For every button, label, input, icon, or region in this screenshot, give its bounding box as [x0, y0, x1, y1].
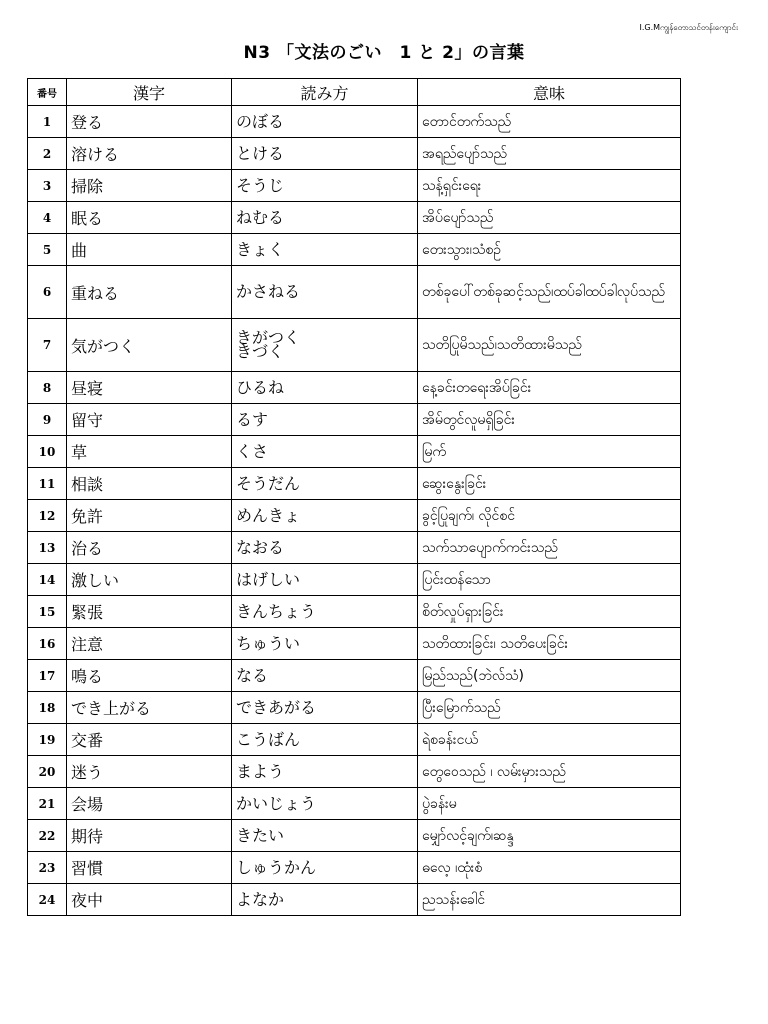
row-meaning: အရည်ပျော်သည်	[418, 138, 681, 170]
row-reading: とける	[232, 138, 418, 170]
row-kanji: 激しい	[67, 564, 232, 596]
table-row	[28, 138, 681, 170]
row-kanji: 習慣	[67, 852, 232, 884]
row-number: 11	[28, 468, 67, 500]
row-reading: できあがる	[232, 692, 418, 724]
row-reading: かいじょう	[232, 788, 418, 820]
row-number: 8	[28, 372, 67, 404]
table-row	[28, 660, 681, 692]
vocabulary-table	[27, 78, 681, 916]
row-meaning: တောင်တက်သည်	[418, 106, 681, 138]
row-number: 12	[28, 500, 67, 532]
row-reading: ちゅうい	[232, 628, 418, 660]
row-kanji: 迷う	[67, 756, 232, 788]
row-reading: めんきょ	[232, 500, 418, 532]
row-reading: るす	[232, 404, 418, 436]
row-kanji: 鳴る	[67, 660, 232, 692]
table-row	[28, 756, 681, 788]
row-kanji: 期待	[67, 820, 232, 852]
row-reading: よなか	[232, 884, 418, 916]
table-row	[28, 266, 681, 319]
row-kanji: 交番	[67, 724, 232, 756]
header-reading: 読み方	[232, 79, 418, 106]
table-row	[28, 564, 681, 596]
row-number: 19	[28, 724, 67, 756]
row-meaning: ဓလေ့ ၊ထုံးစံ	[418, 852, 681, 884]
table-row	[28, 596, 681, 628]
row-reading: きょく	[232, 234, 418, 266]
row-meaning: အိမ်တွင်လူမရှိခြင်း	[418, 404, 681, 436]
row-number: 7	[28, 319, 67, 372]
row-meaning: သန့်ရှင်းရေး	[418, 170, 681, 202]
row-reading: きんちょう	[232, 596, 418, 628]
row-kanji: 草	[67, 436, 232, 468]
row-meaning: ပြင်းထန်သော	[418, 564, 681, 596]
table-row	[28, 170, 681, 202]
row-reading: かさねる	[232, 266, 418, 319]
row-meaning: တစ်ခုပေါ်တစ်ခုဆင့်သည်၊ထပ်ခါထပ်ခါလုပ်သည်	[418, 266, 681, 319]
credit-line: I.G.Mကျွန်တောသင်တန်းကျောင်း	[639, 23, 738, 32]
row-reading: はげしい	[232, 564, 418, 596]
row-meaning: မြက်	[418, 436, 681, 468]
row-number: 21	[28, 788, 67, 820]
table-row	[28, 202, 681, 234]
row-number: 18	[28, 692, 67, 724]
row-meaning: ရဲစခန်းငယ်	[418, 724, 681, 756]
row-meaning: ညသန်းခေါင်	[418, 884, 681, 916]
row-kanji: 溶ける	[67, 138, 232, 170]
row-kanji: 会場	[67, 788, 232, 820]
row-kanji: 気がつく	[67, 319, 232, 372]
row-kanji: 夜中	[67, 884, 232, 916]
row-kanji: 眠る	[67, 202, 232, 234]
row-number: 14	[28, 564, 67, 596]
row-reading: なる	[232, 660, 418, 692]
row-number: 1	[28, 106, 67, 138]
row-reading: まよう	[232, 756, 418, 788]
row-meaning: စိတ်လှုပ်ရှားခြင်း	[418, 596, 681, 628]
row-reading: きがつく きづく	[232, 319, 418, 372]
row-reading: ひるね	[232, 372, 418, 404]
row-kanji: 治る	[67, 532, 232, 564]
row-number: 13	[28, 532, 67, 564]
row-meaning: သတိထားခြင်း၊ သတိပေးခြင်း	[418, 628, 681, 660]
table-row	[28, 468, 681, 500]
row-kanji: 注意	[67, 628, 232, 660]
row-reading: そうじ	[232, 170, 418, 202]
table-header-row	[28, 79, 681, 106]
row-number: 4	[28, 202, 67, 234]
row-kanji: でき上がる	[67, 692, 232, 724]
table-row	[28, 884, 681, 916]
row-meaning: တွေဝေသည် ၊ လမ်းမှားသည်	[418, 756, 681, 788]
row-meaning: သက်သာပျောက်ကင်းသည်	[418, 532, 681, 564]
table-row	[28, 628, 681, 660]
row-number: 2	[28, 138, 67, 170]
table-row	[28, 532, 681, 564]
row-kanji: 免許	[67, 500, 232, 532]
table-row	[28, 372, 681, 404]
row-meaning: ပွဲခန်းမ	[418, 788, 681, 820]
table-row	[28, 234, 681, 266]
row-meaning: အိပ်ပျော်သည်	[418, 202, 681, 234]
row-kanji: 掃除	[67, 170, 232, 202]
row-meaning: သတိပြုမိသည်၊သတိထားမိသည်	[418, 319, 681, 372]
header-number: 番号	[28, 79, 67, 106]
row-number: 9	[28, 404, 67, 436]
header-meaning: 意味	[418, 79, 681, 106]
table-row	[28, 788, 681, 820]
row-number: 20	[28, 756, 67, 788]
row-kanji: 緊張	[67, 596, 232, 628]
row-reading: こうばん	[232, 724, 418, 756]
row-reading: ねむる	[232, 202, 418, 234]
row-number: 6	[28, 266, 67, 319]
header-kanji: 漢字	[67, 79, 232, 106]
page-title: N3 「文法のごい 1 と 2」の言葉	[243, 43, 525, 63]
row-kanji: 留守	[67, 404, 232, 436]
table-row	[28, 404, 681, 436]
row-meaning: မြည်သည်(ဘဲလ်သံ)	[418, 660, 681, 692]
row-reading: のぼる	[232, 106, 418, 138]
row-kanji: 相談	[67, 468, 232, 500]
row-meaning: ပြီးမြောက်သည်	[418, 692, 681, 724]
table-row	[28, 724, 681, 756]
row-reading: なおる	[232, 532, 418, 564]
row-kanji: 曲	[67, 234, 232, 266]
row-meaning: နေ့ခင်းတရေးအိပ်ခြင်း	[418, 372, 681, 404]
row-reading: くさ	[232, 436, 418, 468]
row-kanji: 昼寝	[67, 372, 232, 404]
row-number: 24	[28, 884, 67, 916]
row-number: 5	[28, 234, 67, 266]
row-meaning: ခွင့်ပြုချက်၊ လိုင်စင်	[418, 500, 681, 532]
row-number: 17	[28, 660, 67, 692]
row-reading: きたい	[232, 820, 418, 852]
row-reading: そうだん	[232, 468, 418, 500]
row-number: 10	[28, 436, 67, 468]
table-row	[28, 500, 681, 532]
table-row	[28, 692, 681, 724]
row-kanji: 登る	[67, 106, 232, 138]
table-row	[28, 106, 681, 138]
row-number: 22	[28, 820, 67, 852]
row-number: 15	[28, 596, 67, 628]
row-meaning: မျှော်လင့်ချက်၊ဆန္ဒ	[418, 820, 681, 852]
table-row	[28, 319, 681, 372]
row-kanji: 重ねる	[67, 266, 232, 319]
row-meaning: တေးသွား၊သံစဉ်	[418, 234, 681, 266]
row-number: 16	[28, 628, 67, 660]
row-meaning: ဆွေးနွေးခြင်း	[418, 468, 681, 500]
table-row	[28, 852, 681, 884]
table-row	[28, 436, 681, 468]
row-number: 3	[28, 170, 67, 202]
table-row	[28, 820, 681, 852]
row-reading: しゅうかん	[232, 852, 418, 884]
row-number: 23	[28, 852, 67, 884]
